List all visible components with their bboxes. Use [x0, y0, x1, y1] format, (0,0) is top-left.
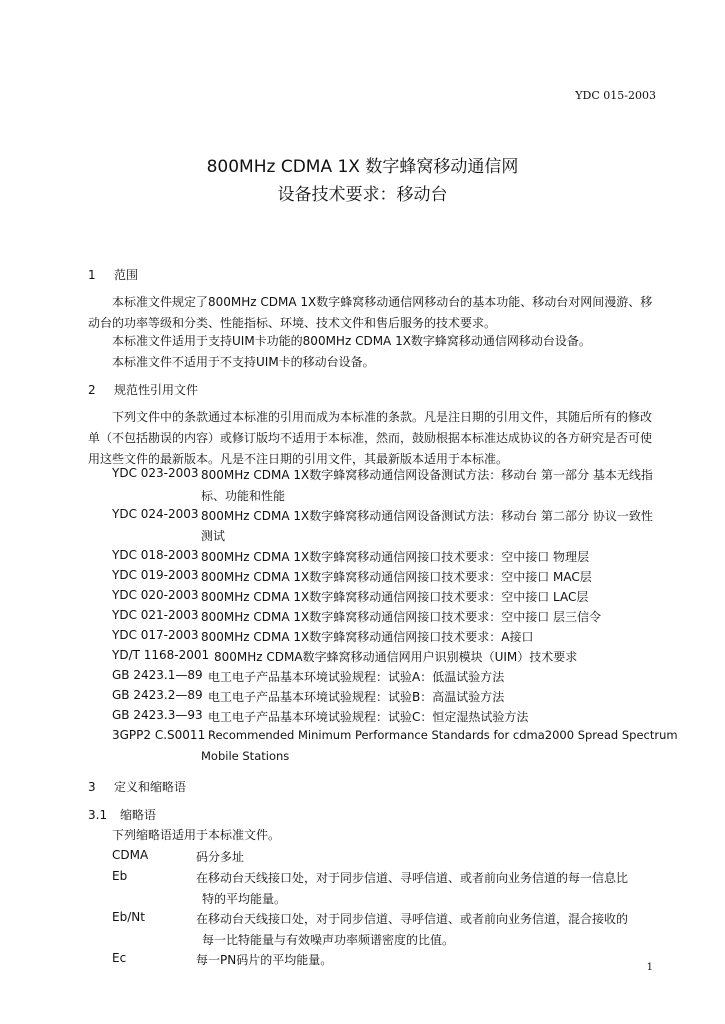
document-title-line2: 设备技术要求：移动台: [277, 185, 448, 205]
reference-code: YDC 021-2003: [112, 608, 199, 622]
reference-code: YDC 024-2003: [112, 507, 199, 521]
reference-code: GB 2423.3—93: [112, 708, 203, 722]
abbreviation-definition: 码分多址: [196, 850, 245, 864]
reference-title: 800MHz CDMA 1X数字蜂窝移动通信网接口技术要求：空中接口 MAC层: [201, 570, 592, 584]
section-number: 2: [88, 383, 96, 397]
section-title: 范围: [114, 268, 139, 282]
reference-title-continued: Mobile Stations: [201, 749, 290, 763]
section-number: 3: [88, 780, 96, 794]
scope-paragraph-2: 本标准文件适用于支持UIM卡功能的800MHz CDMA 1X数字蜂窝移动通信网移动台设备。: [112, 334, 591, 348]
reference-title: 电工电子产品基本环境试验规程：试验B：高温试验方法: [208, 690, 505, 704]
scope-paragraph-3: 本标准文件不适用于不支持UIM卡的移动台设备。: [112, 355, 375, 369]
reference-code: YDC 023-2003: [112, 466, 199, 480]
reference-title-continued: 测试: [201, 529, 226, 543]
abbreviation-term: CDMA: [112, 848, 149, 862]
reference-code: YD/T 1168-2001: [112, 648, 210, 662]
document-title-line1: 800MHz CDMA 1X 数字蜂窝移动通信网: [206, 157, 519, 177]
section-number: 3.1: [88, 808, 108, 822]
page-number: 1: [646, 962, 653, 973]
reference-title: 800MHz CDMA 1X数字蜂窝移动通信网接口技术要求：空中接口 物理层: [201, 550, 590, 564]
references-intro: 下列文件中的条款通过本标准的引用而成为本标准的条款。凡是注日期的引用文件，其随后所有的修改单（不包括勘误的内容）或修订版均不适用于本标准，然而，鼓励根据本标准达成协议的各方研究是否可使用这些文件的最新版本。凡是不注日期的引用文件，其最新版本适用于本标准。: [88, 410, 653, 466]
abbreviation-definition: 在移动台天线接口处，对于同步信道、寻呼信道、或者前向业务信道的每一信息比: [196, 871, 629, 885]
section-2-heading: [88, 381, 198, 398]
scope-paragraph-1: 本标准文件规定了800MHz CDMA 1X数字蜂窝移动通信网移动台的基本功能、移动台对网间漫游、移动台的功率等级和分类、性能指标、环境、技术文件和售后服务的技术要求。: [88, 295, 653, 330]
reference-code: 3GPP2 C.S0011: [112, 728, 206, 742]
reference-title-continued: 标、功能和性能: [201, 489, 286, 503]
reference-code: GB 2423.1—89: [112, 668, 203, 682]
reference-title: 800MHz CDMA 1X数字蜂窝移动通信网接口技术要求：空中接口 层三信令: [201, 610, 602, 624]
reference-title: 800MHz CDMA 1X数字蜂窝移动通信网接口技术要求：空中接口 LAC层: [201, 590, 589, 604]
reference-title: 800MHz CDMA 1X数字蜂窝移动通信网设备测试方法：移动台 第一部分 基本无线指: [201, 468, 653, 482]
reference-code: YDC 017-2003: [112, 628, 199, 642]
abbreviation-definition: 每一PN码片的平均能量。: [196, 953, 333, 967]
reference-title: 800MHz CDMA数字蜂窝移动通信网用户识别模块（UIM）技术要求: [214, 650, 578, 664]
section-3-1-heading: [88, 806, 156, 823]
reference-title: 800MHz CDMA 1X数字蜂窝移动通信网设备测试方法：移动台 第二部分 协议一致性: [201, 509, 653, 523]
section-number: 1: [88, 268, 96, 282]
section-1-heading: [88, 266, 138, 283]
section-3-heading: [88, 778, 186, 795]
reference-title: Recommended Minimum Performance Standards for cdma2000 Spread Spectrum: [208, 728, 678, 742]
reference-title: 电工电子产品基本环境试验规程：试验C：恒定湿热试验方法: [208, 710, 529, 724]
abbreviation-definition: 在移动台天线接口处，对于同步信道、寻呼信道、或者前向业务信道，混合接收的: [196, 912, 629, 926]
abbreviation-term: Eb: [112, 869, 128, 883]
abbreviation-term: Eb/Nt: [112, 910, 145, 924]
reference-code: YDC 019-2003: [112, 568, 199, 582]
reference-code: YDC 018-2003: [112, 548, 199, 562]
reference-title: 电工电子产品基本环境试验规程：试验A：低温试验方法: [208, 670, 505, 684]
section-title: 定义和缩略语: [114, 780, 187, 794]
reference-code: YDC 020-2003: [112, 588, 199, 602]
document-code: YDC 015-2003: [575, 89, 656, 102]
section-title: 缩略语: [120, 808, 157, 822]
reference-code: GB 2423.2—89: [112, 688, 203, 702]
abbreviation-definition-continued: 每一比特能量与有效噪声功率频谱密度的比值。: [202, 933, 455, 947]
abbreviation-definition-continued: 特的平均能量。: [202, 892, 287, 906]
section-title: 规范性引用文件: [114, 383, 199, 397]
abbreviation-term: Ec: [112, 951, 127, 965]
abbreviations-intro: 下列缩略语适用于本标准文件。: [112, 828, 281, 842]
reference-title: 800MHz CDMA 1X数字蜂窝移动通信网接口技术要求：A接口: [201, 630, 534, 644]
